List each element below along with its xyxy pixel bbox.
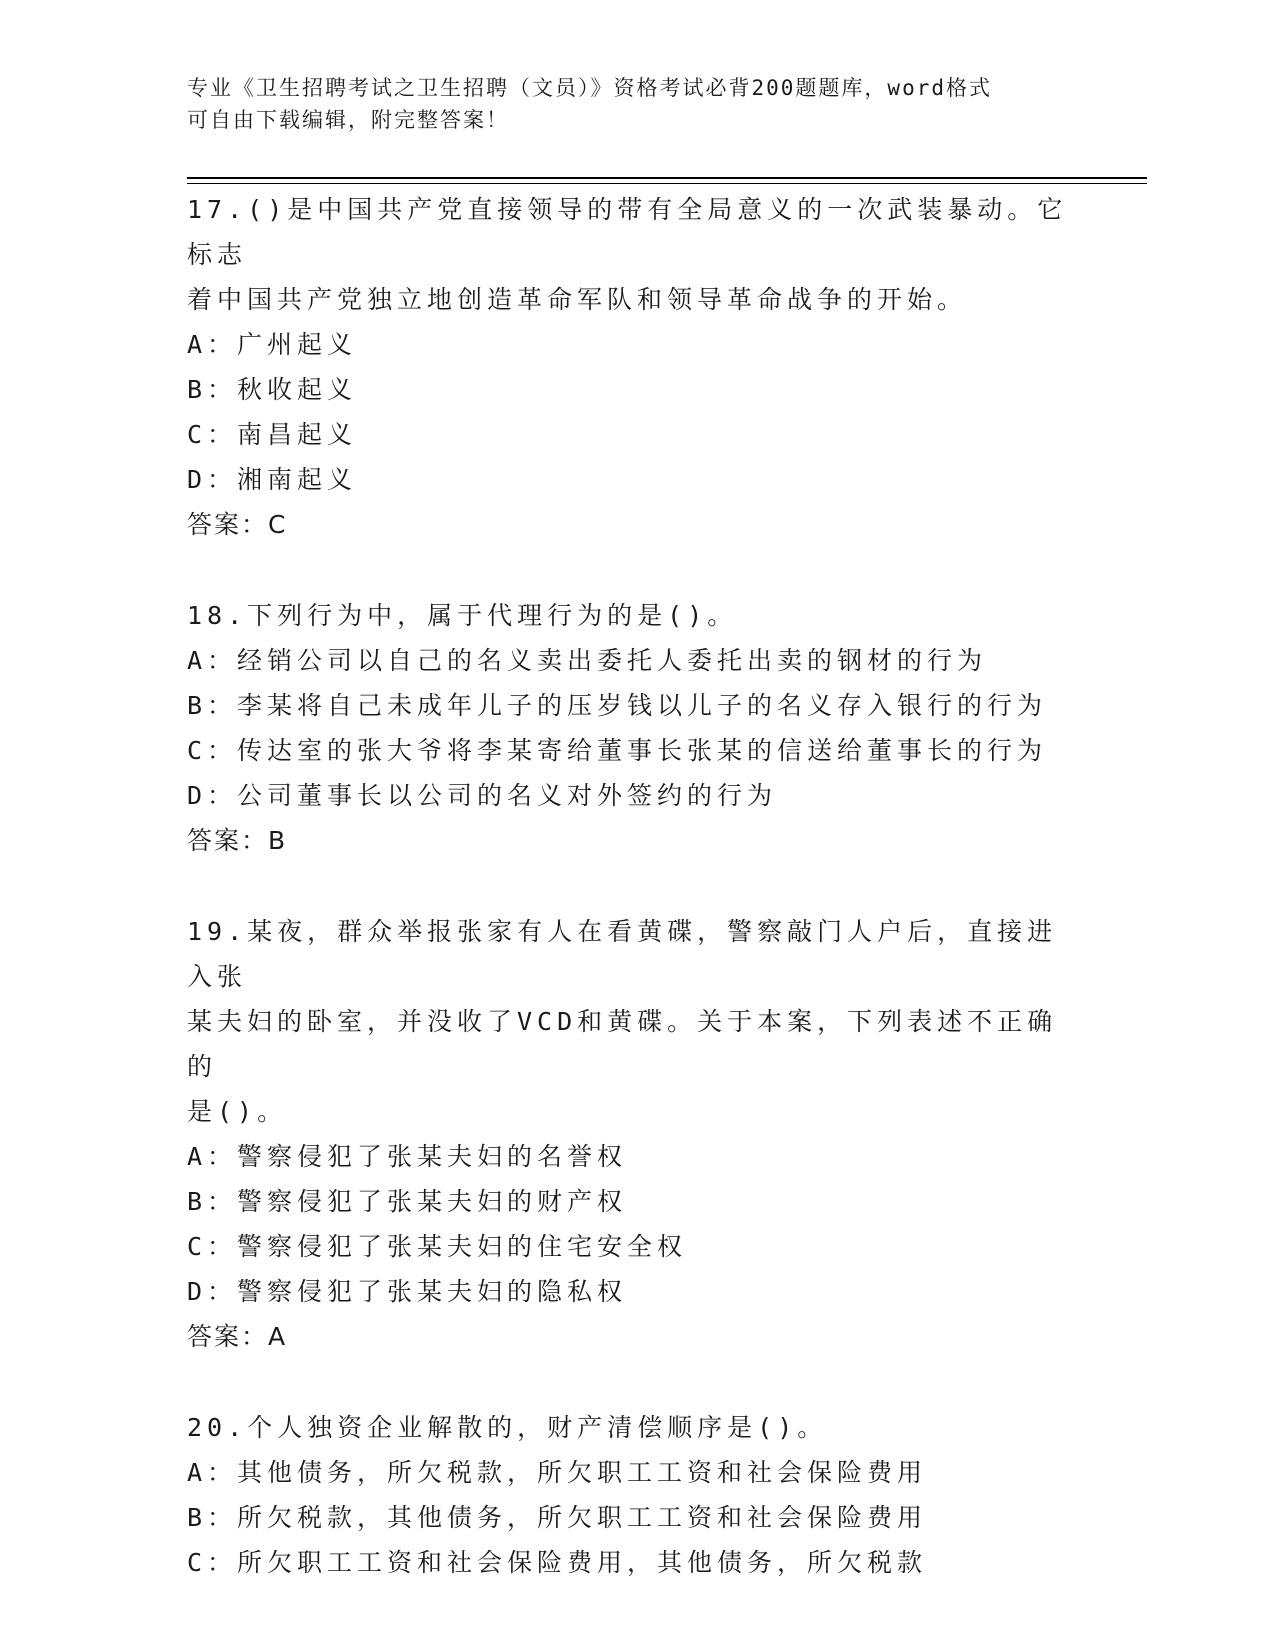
question-stem — [187, 909, 1087, 1134]
option-a: A：经销公司以自己的名义卖出委托人委托出卖的钢材的行为 — [187, 646, 988, 675]
header-divider-thick — [187, 177, 1147, 179]
option-b: B：所欠税款，其他债务，所欠职工工资和社会保险费用 — [187, 1503, 928, 1532]
option-d: D：警察侵犯了张某夫妇的隐私权 — [187, 1277, 628, 1306]
header-line-2: 可自由下载编辑，附完整答案！ — [187, 108, 509, 132]
document-header — [187, 72, 1087, 136]
stem-line: 19.某夜，群众举报张家有人在看黄碟，警察敲门人户后，直接进入张 — [187, 917, 1058, 991]
stem-line: 18.下列行为中，属于代理行为的是()。 — [187, 601, 738, 630]
stem-line: 是()。 — [187, 1097, 288, 1126]
option-d: D：公司董事长以公司的名义对外签约的行为 — [187, 781, 778, 810]
option-a: A：其他债务，所欠税款，所欠职工工资和社会保险费用 — [187, 1458, 928, 1487]
stem-line: 17.()是中国共产党直接领导的带有全局意义的一次武装暴动。它标志 — [187, 195, 1068, 269]
answer-line: 答案：C — [187, 510, 288, 539]
question-19 — [187, 909, 1087, 1359]
header-divider-thin — [187, 183, 1147, 184]
option-b: B：秋收起义 — [187, 375, 358, 404]
option-c: C：警察侵犯了张某夫妇的住宅安全权 — [187, 1232, 688, 1261]
question-list — [187, 187, 1087, 1631]
question-20 — [187, 1405, 1087, 1585]
answer-line: 答案：A — [187, 1322, 288, 1351]
question-stem — [187, 593, 1087, 638]
question-17 — [187, 187, 1087, 547]
stem-line: 着中国共产党独立地创造革命军队和领导革命战争的开始。 — [187, 285, 968, 314]
option-b: B：李某将自己未成年儿子的压岁钱以儿子的名义存入银行的行为 — [187, 691, 1048, 720]
option-a: A：警察侵犯了张某夫妇的名誉权 — [187, 1142, 628, 1171]
option-d: D：湘南起义 — [187, 465, 358, 494]
option-c: C：南昌起义 — [187, 420, 358, 449]
question-stem — [187, 187, 1087, 322]
question-18 — [187, 593, 1087, 863]
option-c: C：所欠职工工资和社会保险费用，其他债务，所欠税款 — [187, 1548, 928, 1577]
question-stem — [187, 1405, 1087, 1450]
option-b: B：警察侵犯了张某夫妇的财产权 — [187, 1187, 628, 1216]
stem-line: 20.个人独资企业解散的，财产清偿顺序是()。 — [187, 1413, 828, 1442]
option-a: A：广州起义 — [187, 330, 358, 359]
answer-line: 答案：B — [187, 826, 288, 855]
option-c: C：传达室的张大爷将李某寄给董事长张某的信送给董事长的行为 — [187, 736, 1048, 765]
stem-line: 某夫妇的卧室，并没收了VCD和黄碟。关于本案，下列表述不正确的 — [187, 1007, 1058, 1081]
header-line-1: 专业《卫生招聘考试之卫生招聘（文员）》资格考试必背200题题库，word格式 — [187, 76, 992, 100]
